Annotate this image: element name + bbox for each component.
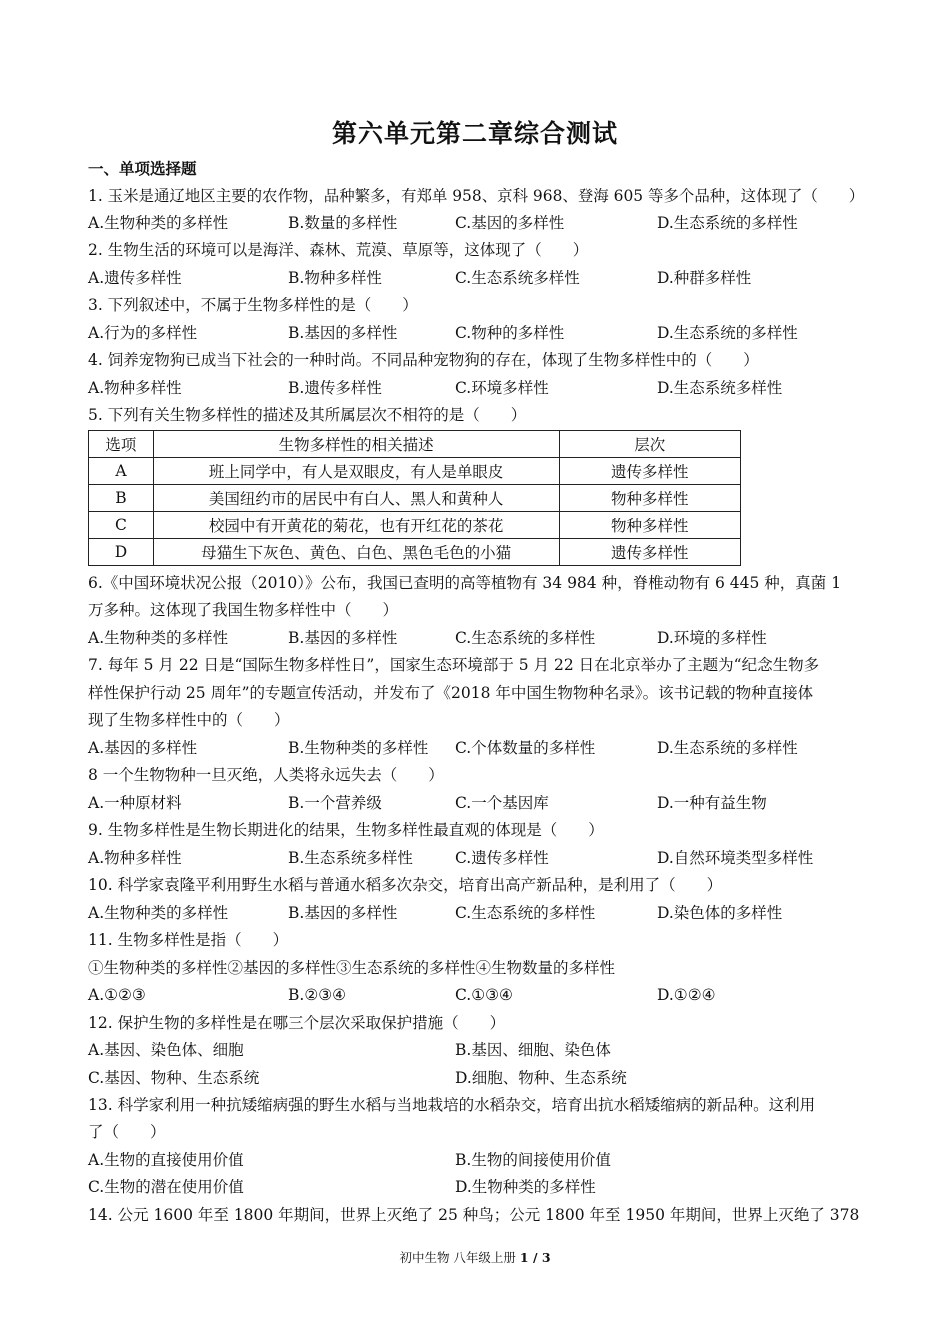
question-10-option-a: A.生物种类的多样性 — [88, 904, 229, 922]
question-1-option-d: D.生态系统的多样性 — [657, 214, 798, 232]
question-10-option-b: B.基因的多样性 — [288, 904, 398, 922]
question-2-option-c: C.生态系统多样性 — [455, 269, 580, 287]
table-cell: 物种多样性 — [559, 512, 740, 539]
question-13-option-b: B.生物的间接使用价值 — [455, 1151, 611, 1169]
table-row — [89, 512, 741, 539]
question-7-option-c: C.个体数量的多样性 — [455, 739, 596, 757]
question-4-option-b: B.遗传多样性 — [288, 379, 382, 397]
question-4-option-d: D.生态系统多样性 — [657, 379, 783, 397]
question-10-stem: 10. 科学家袁隆平利用野生水稻与普通水稻多次杂交，培育出高产新品种，是利用了（ ） — [88, 876, 723, 894]
question-7-stem-line-2: 样性保护行动 25 周年”的专题宣传活动，并发布了《2018 年中国生物物种名录》。该书记载的物种直接体 — [88, 684, 814, 702]
footer-text: 初中生物 八年级上册 — [399, 1250, 520, 1265]
question-8-option-c: C.一个基因库 — [455, 794, 549, 812]
question-7-stem-line-1: 7. 每年 5 月 22 日是“国际生物多样性日”，国家生态环境部于 5 月 22 日在北京举办了主题为“纪念生物多 — [88, 656, 820, 674]
table-header-cell: 生物多样性的相关描述 — [153, 431, 559, 458]
question-2-stem: 2. 生物生活的环境可以是海洋、森林、荒漠、草原等，这体现了（ ） — [88, 241, 589, 259]
question-2-option-d: D.种群多样性 — [657, 269, 752, 287]
question-4-stem: 4. 饲养宠物狗已成当下社会的一种时尚。不同品种宠物狗的存在，体现了生物多样性中的（ ） — [88, 351, 759, 369]
question-5-stem: 5. 下列有关生物多样性的描述及其所属层次不相符的是（ ） — [88, 406, 527, 424]
question-9-option-b: B.生态系统多样性 — [288, 849, 413, 867]
page-number: 1 / 3 — [519, 1250, 551, 1265]
question-7-option-a: A.基因的多样性 — [88, 739, 198, 757]
question-6-stem-line-1: 6.《中国环境状况公报（2010）》公布，我国已查明的高等植物有 34 984 种，脊椎动物有 6 445 种，真菌 1 — [88, 574, 842, 592]
question-3-option-c: C.物种的多样性 — [455, 324, 565, 342]
question-12-stem: 12. 保护生物的多样性是在哪三个层次采取保护措施（ ） — [88, 1014, 506, 1032]
table-row — [89, 485, 741, 512]
table-cell: C — [89, 512, 154, 539]
table-cell: 遗传多样性 — [559, 539, 740, 566]
table-header-cell: 选项 — [89, 431, 154, 458]
question-6-option-a: A.生物种类的多样性 — [88, 629, 229, 647]
question-6-option-b: B.基因的多样性 — [288, 629, 398, 647]
question-1-option-b: B.数量的多样性 — [288, 214, 398, 232]
question-11-detail: ①生物种类的多样性②基因的多样性③生态系统的多样性④生物数量的多样性 — [88, 959, 616, 977]
question-3-stem: 3. 下列叙述中，不属于生物多样性的是（ ） — [88, 296, 418, 314]
question-8-option-a: A.一种原材料 — [88, 794, 182, 812]
question-4-option-c: C.环境多样性 — [455, 379, 549, 397]
question-9-stem: 9. 生物多样性是生物长期进化的结果，生物多样性最直观的体现是（ ） — [88, 821, 604, 839]
question-14-stem: 14. 公元 1600 年至 1800 年期间，世界上灭绝了 25 种鸟；公元 1800 年至 1950 年期间，世界上灭绝了 378 — [88, 1206, 860, 1224]
table-cell: 母猫生下灰色、黄色、白色、黑色毛色的小猫 — [153, 539, 559, 566]
question-2-option-a: A.遗传多样性 — [88, 269, 182, 287]
question-12-option-c: C.基因、物种、生态系统 — [88, 1069, 260, 1087]
question-8-option-b: B.一个营养级 — [288, 794, 382, 812]
question-13-option-a: A.生物的直接使用价值 — [88, 1151, 244, 1169]
table-header-cell: 层次 — [559, 431, 740, 458]
question-12-option-a: A.基因、染色体、细胞 — [88, 1041, 244, 1059]
page-title: 第六单元第二章综合测试 — [331, 119, 618, 148]
question-1-option-c: C.基因的多样性 — [455, 214, 565, 232]
question-12-option-d: D.细胞、物种、生态系统 — [455, 1069, 627, 1087]
question-8-option-d: D.一种有益生物 — [657, 794, 767, 812]
question-10-option-d: D.染色体的多样性 — [657, 904, 783, 922]
question-11-option-a: A.①②③ — [88, 986, 146, 1004]
question-7-option-d: D.生态系统的多样性 — [657, 739, 798, 757]
table-row — [89, 539, 741, 566]
question-3-option-b: B.基因的多样性 — [288, 324, 398, 342]
question-12-option-b: B.基因、细胞、染色体 — [455, 1041, 611, 1059]
table-cell: 班上同学中，有人是双眼皮，有人是单眼皮 — [153, 458, 559, 485]
question-13-stem-line-1: 13. 科学家利用一种抗矮缩病强的野生水稻与当地栽培的水稻杂交，培育出抗水稻矮缩病的新品种。这利用 — [88, 1096, 816, 1114]
question-9-option-a: A.物种多样性 — [88, 849, 182, 867]
table-cell: D — [89, 539, 154, 566]
section-heading: 一、单项选择题 — [88, 159, 197, 178]
question-3-option-a: A.行为的多样性 — [88, 324, 198, 342]
question-1-stem: 1. 玉米是通辽地区主要的农作物，品种繁多，有郑单 958、京科 968、登海 605 等多个品种，这体现了（ ） — [88, 187, 865, 205]
question-1-option-a: A.生物种类的多样性 — [88, 214, 229, 232]
table-cell: 美国纽约市的居民中有白人、黑人和黄种人 — [153, 485, 559, 512]
question-11-option-d: D.①②④ — [657, 986, 716, 1004]
question-6-option-d: D.环境的多样性 — [657, 629, 767, 647]
question-6-option-c: C.生态系统的多样性 — [455, 629, 596, 647]
table-cell: B — [89, 485, 154, 512]
page-footer — [0, 1248, 950, 1266]
question-8-stem: 8 一个生物物种一旦灭绝，人类将永远失去（ ） — [88, 766, 444, 784]
table-cell: 遗传多样性 — [559, 458, 740, 485]
question-11-stem: 11. 生物多样性是指（ ） — [88, 931, 289, 949]
question-5-table — [88, 430, 741, 566]
table-row — [89, 458, 741, 485]
table-cell: 校园中有开黄花的菊花，也有开红花的茶花 — [153, 512, 559, 539]
question-3-option-d: D.生态系统的多样性 — [657, 324, 798, 342]
question-9-option-c: C.遗传多样性 — [455, 849, 549, 867]
table-cell: 物种多样性 — [559, 485, 740, 512]
table-header-row — [89, 431, 741, 458]
question-11-option-b: B.②③④ — [288, 986, 347, 1004]
question-11-option-c: C.①③④ — [455, 986, 513, 1004]
question-10-option-c: C.生态系统的多样性 — [455, 904, 596, 922]
question-4-option-a: A.物种多样性 — [88, 379, 182, 397]
question-13-option-d: D.生物种类的多样性 — [455, 1178, 596, 1196]
table-cell: A — [89, 458, 154, 485]
question-9-option-d: D.自然环境类型多样性 — [657, 849, 814, 867]
question-2-option-b: B.物种多样性 — [288, 269, 382, 287]
question-7-option-b: B.生物种类的多样性 — [288, 739, 429, 757]
question-13-option-c: C.生物的潜在使用价值 — [88, 1178, 244, 1196]
question-6-stem-line-2: 万多种。这体现了我国生物多样性中（ ） — [88, 601, 399, 619]
question-13-stem-line-2: 了（ ） — [88, 1123, 166, 1141]
question-7-stem-line-3: 现了生物多样性中的（ ） — [88, 711, 290, 729]
